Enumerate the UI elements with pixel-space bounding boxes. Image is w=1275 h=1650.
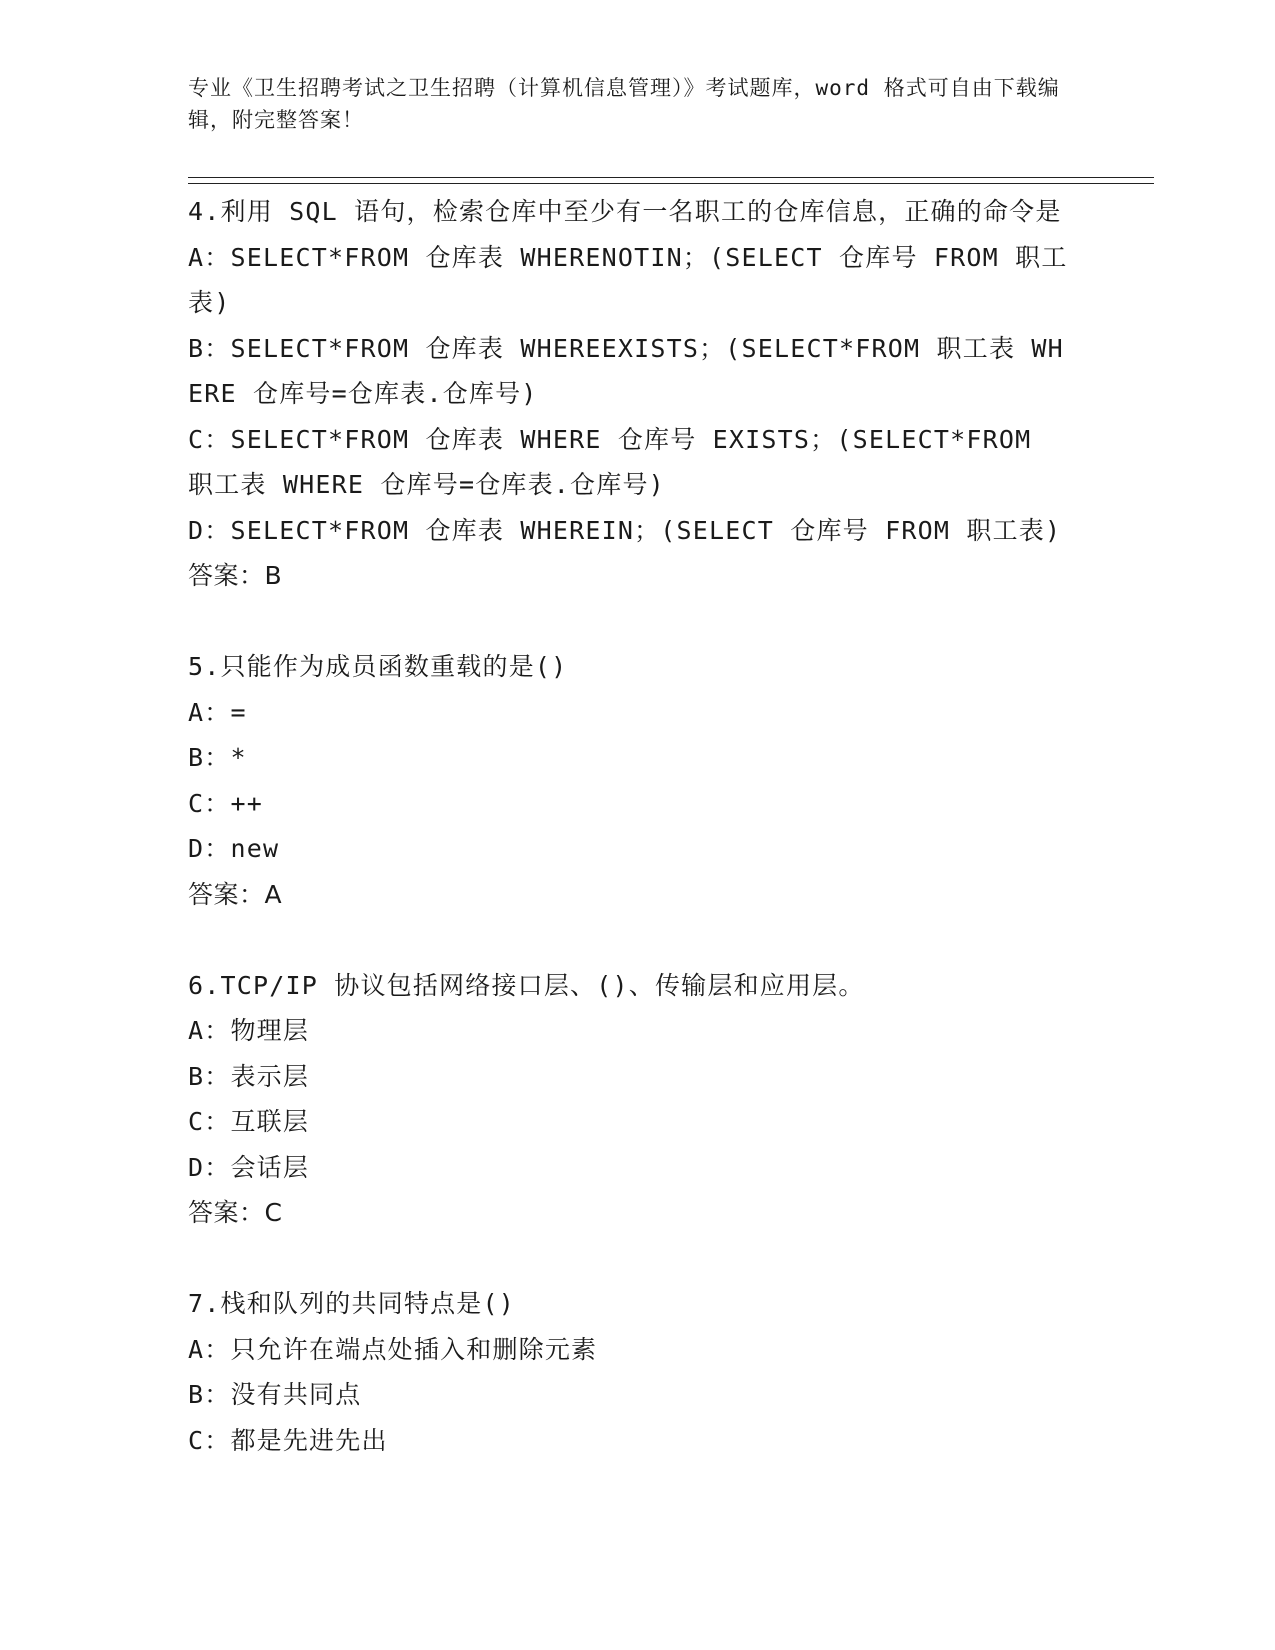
option-c: C：互联层 <box>188 1107 310 1136</box>
option-a: A：= <box>188 697 247 727</box>
option-a: A：SELECT*FROM 仓库表 WHERENOTIN；(SELECT 仓库号 FROM 职工表) <box>188 242 1068 317</box>
option-b: B：SELECT*FROM 仓库表 WHEREEXISTS；(SELECT*FROM 职工表 WHERE 仓库号=仓库表.仓库号) <box>188 333 1064 408</box>
answer-line: 答案：A <box>188 879 283 909</box>
spacer <box>188 1236 1068 1282</box>
option-c: C：++ <box>188 788 263 818</box>
question-block <box>188 644 1068 917</box>
option-b: B：表示层 <box>188 1061 310 1091</box>
question-block <box>188 189 1068 599</box>
question-stem: 4.利用 SQL 语句，检索仓库中至少有一名职工的仓库信息，正确的命令是 <box>188 197 1062 226</box>
header-divider-bottom <box>188 183 1154 184</box>
option-d: D：会话层 <box>188 1152 310 1182</box>
option-c: C：SELECT*FROM 仓库表 WHERE 仓库号 EXISTS；(SELECT*FROM 职工表 WHERE 仓库号=仓库表.仓库号) <box>188 424 1032 499</box>
question-stem: 5.只能作为成员函数重载的是() <box>188 652 568 681</box>
question-stem: 6.TCP/IP 协议包括网络接口层、()、传输层和应用层。 <box>188 970 865 1000</box>
option-d: D：SELECT*FROM 仓库表 WHEREIN；(SELECT 仓库号 FROM 职工表) <box>188 515 1062 545</box>
question-stem: 7.栈和队列的共同特点是() <box>188 1289 516 1318</box>
answer-line: 答案：C <box>188 1198 283 1227</box>
spacer <box>188 599 1068 645</box>
option-a: A：只允许在端点处插入和删除元素 <box>188 1334 598 1364</box>
option-d: D：new <box>188 834 280 863</box>
option-b: B：* <box>188 743 247 772</box>
question-list <box>188 189 1068 1463</box>
answer-line: 答案：B <box>188 561 283 590</box>
option-c: C：都是先进先出 <box>188 1425 388 1455</box>
question-block <box>188 1281 1068 1463</box>
question-block <box>188 963 1068 1236</box>
spacer <box>188 917 1068 963</box>
header-divider-top <box>188 177 1154 178</box>
option-b: B：没有共同点 <box>188 1380 362 1409</box>
document-header: 专业《卫生招聘考试之卫生招聘（计算机信息管理）》考试题库，word 格式可自由下载编辑，附完整答案！ <box>188 76 1060 132</box>
option-a: A：物理层 <box>188 1016 310 1045</box>
